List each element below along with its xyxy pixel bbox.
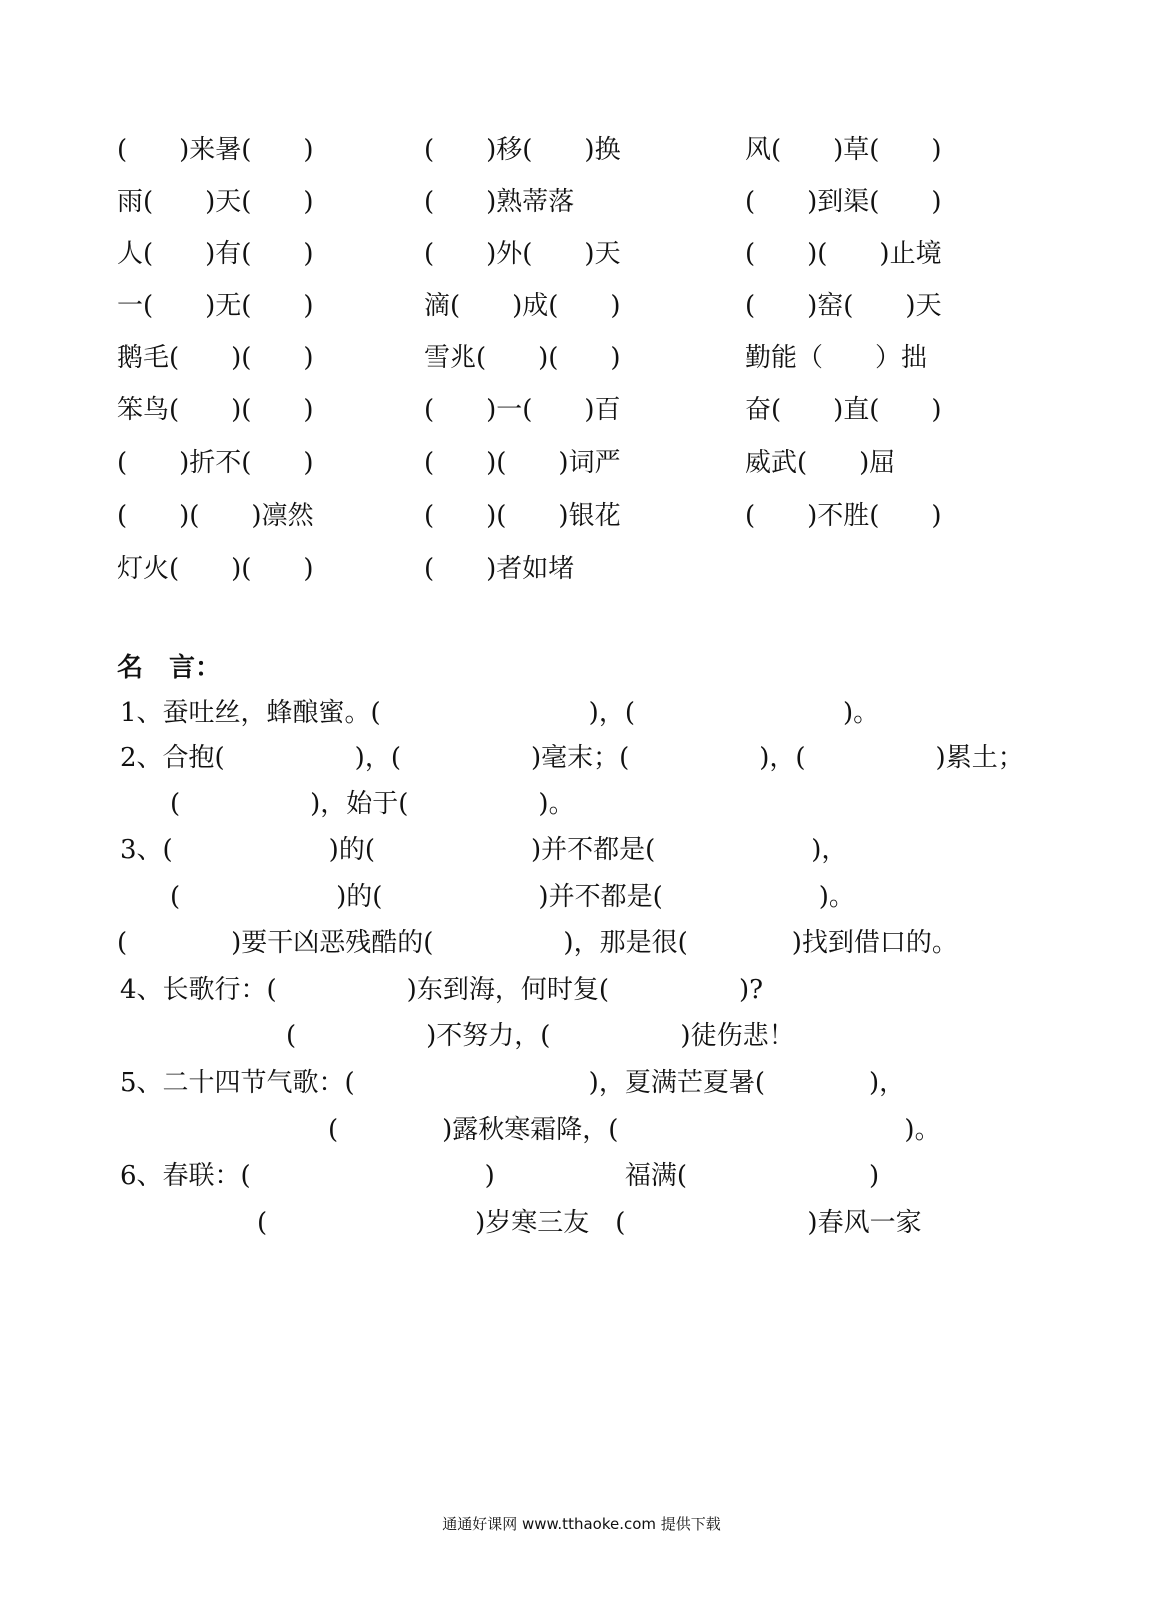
idiom-item: 灯火( )( ): [117, 554, 314, 584]
idiom-item: ( )外( )天: [424, 239, 621, 269]
idiom-item: ( )折不( ): [117, 448, 314, 478]
idiom-item: ( )移( )换: [424, 135, 621, 165]
idiom-item: ( )( )银花: [424, 501, 621, 531]
idiom-item: ( )到渠( ): [745, 187, 942, 217]
quote-line: ( )露秋寒霜降，( )。: [328, 1115, 941, 1145]
idiom-item: 威武( )屈: [745, 448, 896, 478]
idiom-item: ( )( )止境: [745, 239, 942, 269]
idiom-row: [0, 130, 1163, 170]
idiom-item: 勤能（ ）拙: [745, 343, 928, 373]
idiom-item: ( )熟蒂落: [424, 187, 575, 217]
footer-source: 通通好课网 www.tthaoke.com 提供下载: [442, 1515, 721, 1533]
quote-line: ( )岁寒三友 ( )春风一家: [257, 1208, 922, 1238]
quote-line: 3、( )的( )并不都是( )，: [120, 835, 848, 865]
idiom-row: [0, 549, 1163, 589]
idiom-item: ( )窑( )天: [745, 291, 942, 321]
idiom-item: ( )( )词严: [424, 448, 621, 478]
idiom-item: 奋( )直( ): [745, 395, 942, 425]
quote-line: ( )要干凶恶残酷的( )，那是很( )找到借口的。: [117, 928, 958, 958]
idiom-item: 风( )草( ): [745, 135, 942, 165]
idiom-item: 雨( )天( ): [117, 187, 314, 217]
idiom-row: [0, 338, 1163, 378]
idiom-item: ( )不胜( ): [745, 501, 942, 531]
idiom-item: 雪兆( )( ): [424, 343, 621, 373]
idiom-item: 鹅毛( )( ): [117, 343, 314, 373]
idiom-item: 笨鸟( )( ): [117, 395, 314, 425]
idiom-item: ( )来暑( ): [117, 135, 314, 165]
idiom-row: [0, 390, 1163, 430]
quote-line: 5、二十四节气歌：( )，夏满芒夏暑( )，: [120, 1068, 906, 1098]
idiom-row: [0, 496, 1163, 536]
idiom-item: ( )( )凛然: [117, 501, 314, 531]
quote-line: 2、合抱( )，( )毫末；( )，( )累土；: [120, 743, 1024, 773]
idiom-item: ( )一( )百: [424, 395, 621, 425]
idiom-row: [0, 234, 1163, 274]
idiom-item: 滴( )成( ): [424, 291, 621, 321]
quote-line: 6、春联：( ) 福满( ): [120, 1161, 880, 1191]
idiom-item: 一( )无( ): [117, 291, 314, 321]
quote-line: ( )的( )并不都是( )。: [170, 882, 855, 912]
quote-line: 4、长歌行：( )东到海，何时复( )?: [120, 975, 764, 1005]
quote-line: 1、蚕吐丝，蜂酿蜜。( )，( )。: [120, 698, 880, 728]
idiom-item: 人( )有( ): [117, 239, 314, 269]
idiom-row: [0, 286, 1163, 326]
idiom-row: [0, 182, 1163, 222]
idiom-row: [0, 443, 1163, 483]
quote-line: ( )，始于( )。: [170, 789, 575, 819]
idiom-item: ( )者如堵: [424, 554, 575, 584]
quote-line: ( )不努力，( )徒伤悲！: [286, 1021, 795, 1051]
quotes-section-title: 名 言：: [117, 653, 222, 683]
